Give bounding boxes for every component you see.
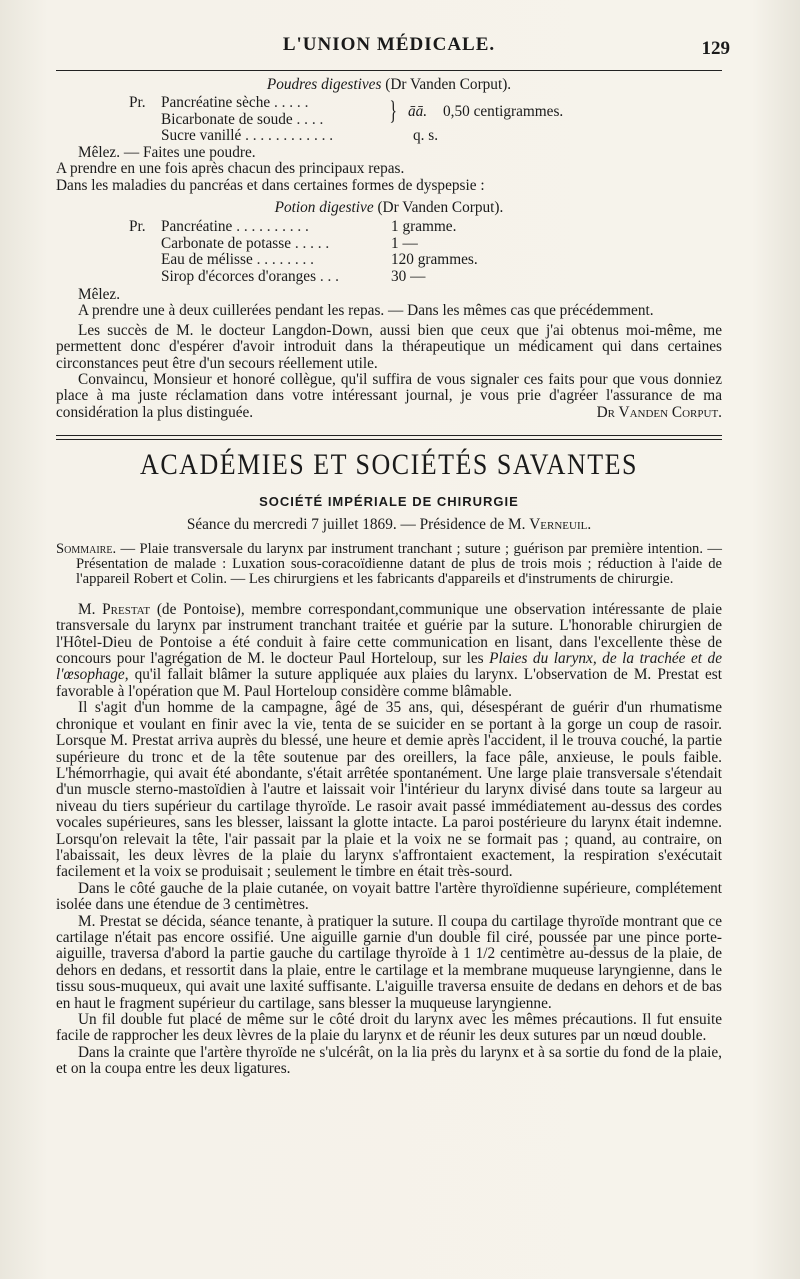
- ingredient-quantity: q. s.: [413, 127, 439, 145]
- running-title: L'UNION MÉDICALE.: [282, 34, 496, 55]
- brace: }: [389, 96, 397, 126]
- ana-abbreviation: āā.: [408, 103, 428, 121]
- prescription2-usage: A prendre une à deux cuillerées pendant les repas. — Dans les mêmes cas que précédemment.: [78, 302, 654, 320]
- pr-label: Pr.: [129, 218, 146, 236]
- ingredient-quantity: 30 —: [391, 267, 426, 285]
- body-paragraph: Dans le côté gauche de la plaie cutanée, on voyait battre l'artère thyroïdienne supérieure, complétement isolée dans une étendue de 3 centimètres.: [56, 879, 722, 914]
- summary-label: Sommaire.: [56, 540, 117, 557]
- prescription2-mix: Mêlez.: [78, 285, 121, 303]
- speaker-name: M. Prestat: [78, 600, 151, 618]
- ingredient-name: Carbonate de potasse: [161, 235, 291, 252]
- section-title: ACADÉMIES ET SOCIÉTÉS SAVANTES: [140, 447, 638, 482]
- president-name: Verneuil.: [529, 516, 592, 534]
- ingredient-name: Bicarbonate de soude: [161, 111, 293, 128]
- prescription2-formula: Pr. Pancréatine . . . . . . . . . . 1 gramme. Carbonate de potasse . . . . . 1 — Eau de mélisse . . . . . . . . 120 grammes. Sirop d'écorces d'oranges . . . 30 —: [129, 218, 478, 285]
- ingredient-quantity: 1 gramme.: [391, 218, 457, 236]
- letter-paragraph: Les succès de M. le docteur Langdon-Down, aussi bien que ceux que j'ai obtenus moi-même, me permettent donc d'espérer d'avoir introduit dans la thérapeutique un médicament qui dans certaines circonstances peut être d'un secours réellement utile.: [56, 321, 722, 372]
- society-title: SOCIÉTÉ IMPÉRIALE DE CHIRURGIE: [259, 494, 519, 510]
- ingredient-name: Pancréatine sèche: [161, 95, 271, 112]
- prescription1-formula: Pr. Pancréatine sèche . . . . . Bicarbonate de soude . . . . } āā. 0,50 centigrammes. Sucre vanillé . . . . . . . . . . . . q. s.: [129, 94, 564, 145]
- prescription1-usage-2: Dans les maladies du pancréas et dans certaines formes de dyspepsie :: [56, 176, 485, 194]
- page-header: [56, 30, 730, 68]
- section-rule: [56, 435, 722, 440]
- ingredient-quantity: 0,50 centigrammes.: [443, 103, 564, 121]
- ingredient-quantity: 1 —: [391, 234, 418, 252]
- signature: Dr Vanden Corput.: [596, 403, 722, 421]
- ingredient-name: Pancréatine: [161, 219, 233, 236]
- body-paragraph: M. Prestat (de Pontoise), membre correspondant,communique une observation intéressante de plaie transversale du larynx par instrument tranchant traitée et guérie par la suture. L'honorable chirurgien de l'Hôtel-Dieu de Pontoise a été conduit à faire cette communication en lisant, dans l'excellente thèse de concours pour l'agrégation de M. le docteur Paul Horteloup, sur les Plaies du larynx, de la trachée et de l'œsophage, qu'il fallait blâmer la suture appliquée aux plaies du larynx. L'observation de M. Prestat est favorable à l'opération que M. Paul Horteloup considère comme blâmable.: [56, 600, 723, 700]
- cited-title: Plaies du larynx, de la trachée et de l'œsophage,: [56, 650, 722, 684]
- prescription1-mix: Mêlez. — Faites une poudre.: [78, 143, 256, 161]
- prescription1-title: Poudres digestives (Dr Vanden Corput).: [266, 76, 512, 93]
- session-line: Séance du mercredi 7 juillet 1869. — Présidence de M. Verneuil.: [186, 516, 592, 534]
- prescription1-usage-1: A prendre en une fois après chacun des principaux repas.: [56, 160, 405, 178]
- body-paragraph: M. Prestat se décida, séance tenante, à pratiquer la suture. Il coupa du cartilage thyroïde montrant que ce cartilage n'était pas encore ossifié. Une aiguille garnie d'un double fil ciré, poussée par une pince porte-aiguille, traversa d'abord la partie gauche du cartilage thyroïde à 1 1/2 centimètre au-dessus de la plaie, de dehors en dedans, et ressortit dans la plaie, entre le cartilage et la membrane muqueuse laryngienne, dans le tissu sous-muqueux, qui avait une laxité suffisante. L'aiguille traversa ensuite de dedans en dehors et de bas en haut le fragment supérieur du cartilage, sans blesser la muqueuse laryngienne.: [56, 912, 722, 1012]
- ingredient-quantity: 120 grammes.: [391, 251, 478, 269]
- summary: Sommaire. — Plaie transversale du larynx par instrument tranchant ; suture ; guérison par première intention. — Présentation de malade : Luxation sous-coracoïdienne datant de plus de trois mois ; réduction à l'aide de l'appareil Robert et Colin. — Les chirurgiens et les fabricants d'appareils et d'instruments de chirurgie.: [56, 540, 722, 588]
- ingredient-name: Eau de mélisse: [161, 252, 253, 269]
- pr-label: Pr.: [129, 94, 146, 112]
- letter-paragraph: Convaincu, Monsieur et honoré collègue, qu'il suffira de vous signaler ces faits pour que vous donniez place à ma juste réclamation dans votre intéressant journal, je vous prie d'agréer l'assurance de ma considération la plus distinguée. Dr Vanden Corput.: [56, 371, 722, 421]
- prescription2-title: Potion digestive (Dr Vanden Corput).: [274, 199, 504, 217]
- body-paragraph: Dans la crainte que l'artère thyroïde ne s'ulcérât, on la lia près du larynx et à sa sortie du fond de la plaie, et on la coupa entre les deux ligatures.: [56, 1043, 722, 1078]
- ingredient-name: Sucre vanillé: [161, 128, 242, 145]
- body-paragraph: Un fil double fut placé de même sur le côté droit du larynx avec les mêmes précautions. Il fut ensuite facile de rapprocher les deux lèvres de la plaie du larynx et de réunir les deux sutures par un nœud double.: [56, 1011, 722, 1045]
- header-rule: [56, 70, 722, 71]
- body-paragraph: Il s'agit d'un homme de la campagne, âgé de 35 ans, qui, désespérant de guérir d'un rhumatisme chronique et voulant en finir avec la vie, tenta de se suicider en se portant à la gorge un coup de rasoir. Lorsque M. Prestat arriva auprès du blessé, une heure et demie après l'accident, il le trouva couché, la partie supérieure du tronc et de la tête soutenue par des oreillers, la face pâle, anxieuse, le pouls faible. L'hémorrhagie, qui avait été abondante, s'était arrêtée spontanément. Une large plaie transversale s'étendait d'un muscle sterno-mastoïdien à l'autre et laissait voir l'intérieur du larynx divisé dans toute sa largeur au niveau du tiers supérieur du cartilage thyroïde. Le rasoir avait passé immédiatement au-dessus des cordes vocales supérieures, sans les blesser, laissant la glotte intacte. La paroi postérieure du larynx était indemne. Lorsqu'on relevait la tête, l'air passait par la plaie et la voix ne se formait pas ; quand, au contraire, on l'abaissait, les deux lèvres de la plaie du larynx s'affrontaient exactement, la respiration s'exécutait facilement et la voix se produisait ; seulement le timbre en était très-sourd.: [56, 699, 722, 881]
- page-number: 129: [701, 38, 730, 59]
- ingredient-name: Sirop d'écorces d'oranges: [161, 268, 317, 285]
